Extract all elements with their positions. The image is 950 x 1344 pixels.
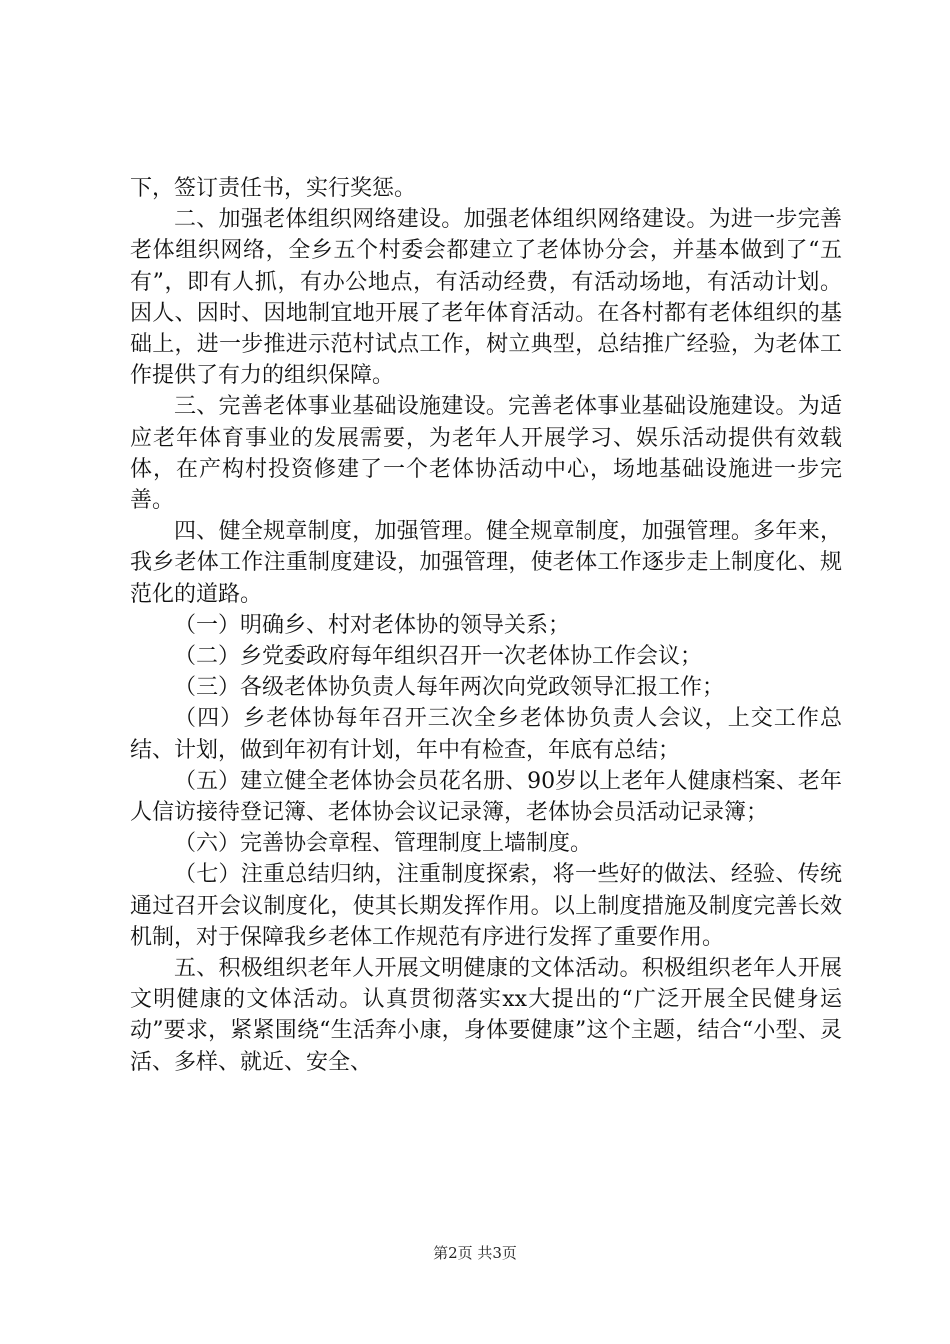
paragraph: 二、加强老体组织网络建设。加强老体组织网络建设。为进一步完善老体组织网络，全乡五个村委会都建立了老体协分会，并基本做到了“五有”，即有人抓，有办公地点，有活动经费，有活动场地，有活动计划。因人、因时、因地制宜地开展了老年体育活动。在各村都有老体组织的基础上，进一步推进示范村试点工作，树立典型，总结推广经验，为老体工作提供了有力的组织保障。 xyxy=(130,207,842,389)
list-item: （五）建立健全老体协会员花名册、90岁以上老年人健康档案、老年人信访接待登记簿、老体协会议记录簿，老体协会员活动记录簿； xyxy=(130,768,842,826)
page-footer: 第2页 共3页 xyxy=(433,1244,517,1262)
list-item: （六）完善协会章程、管理制度上墙制度。 xyxy=(174,831,593,857)
paragraph: 三、完善老体事业基础设施建设。完善老体事业基础设施建设。为适应老年体育事业的发展需要，为老年人开展学习、娱乐活动提供有效载体，在产构村投资修建了一个老体协活动中心，场地基础设施进一步完善。 xyxy=(130,394,842,514)
list-item: （一）明确乡、村对老体协的领导关系； xyxy=(174,612,571,638)
list-item: （三）各级老体协负责人每年两次向党政领导汇报工作； xyxy=(174,675,725,701)
paragraph: 下，签订责任书，实行奖惩。 xyxy=(130,176,417,201)
paragraph: 五、积极组织老年人开展文明健康的文体活动。积极组织老年人开展文明健康的文体活动。认真贯彻落实xx大提出的“广泛开展全民健身运动”要求，紧紧围绕“生活奔小康，身体要健康”这个主题，结合“小型、灵活、多样、就近、安全、 xyxy=(130,956,842,1075)
list-item: （四）乡老体协每年召开三次全乡老体协负责人会议，上交工作总结、计划，做到年初有计划，年中有检查，年底有总结； xyxy=(130,706,842,763)
list-item: （二）乡党委政府每年组织召开一次老体协工作会议； xyxy=(174,644,703,670)
document-body xyxy=(130,173,842,1078)
list-item: （七）注重总结归纳，注重制度探索，将一些好的做法、经验、传统通过召开会议制度化，使其长期发挥作用。以上制度措施及制度完善长效机制，对于保障我乡老体工作规范有序进行发挥了重要作用。 xyxy=(130,862,842,950)
paragraph: 四、健全规章制度，加强管理。健全规章制度，加强管理。多年来，我乡老体工作注重制度建设，加强管理，使老体工作逐步走上制度化、规范化的道路。 xyxy=(130,519,842,607)
